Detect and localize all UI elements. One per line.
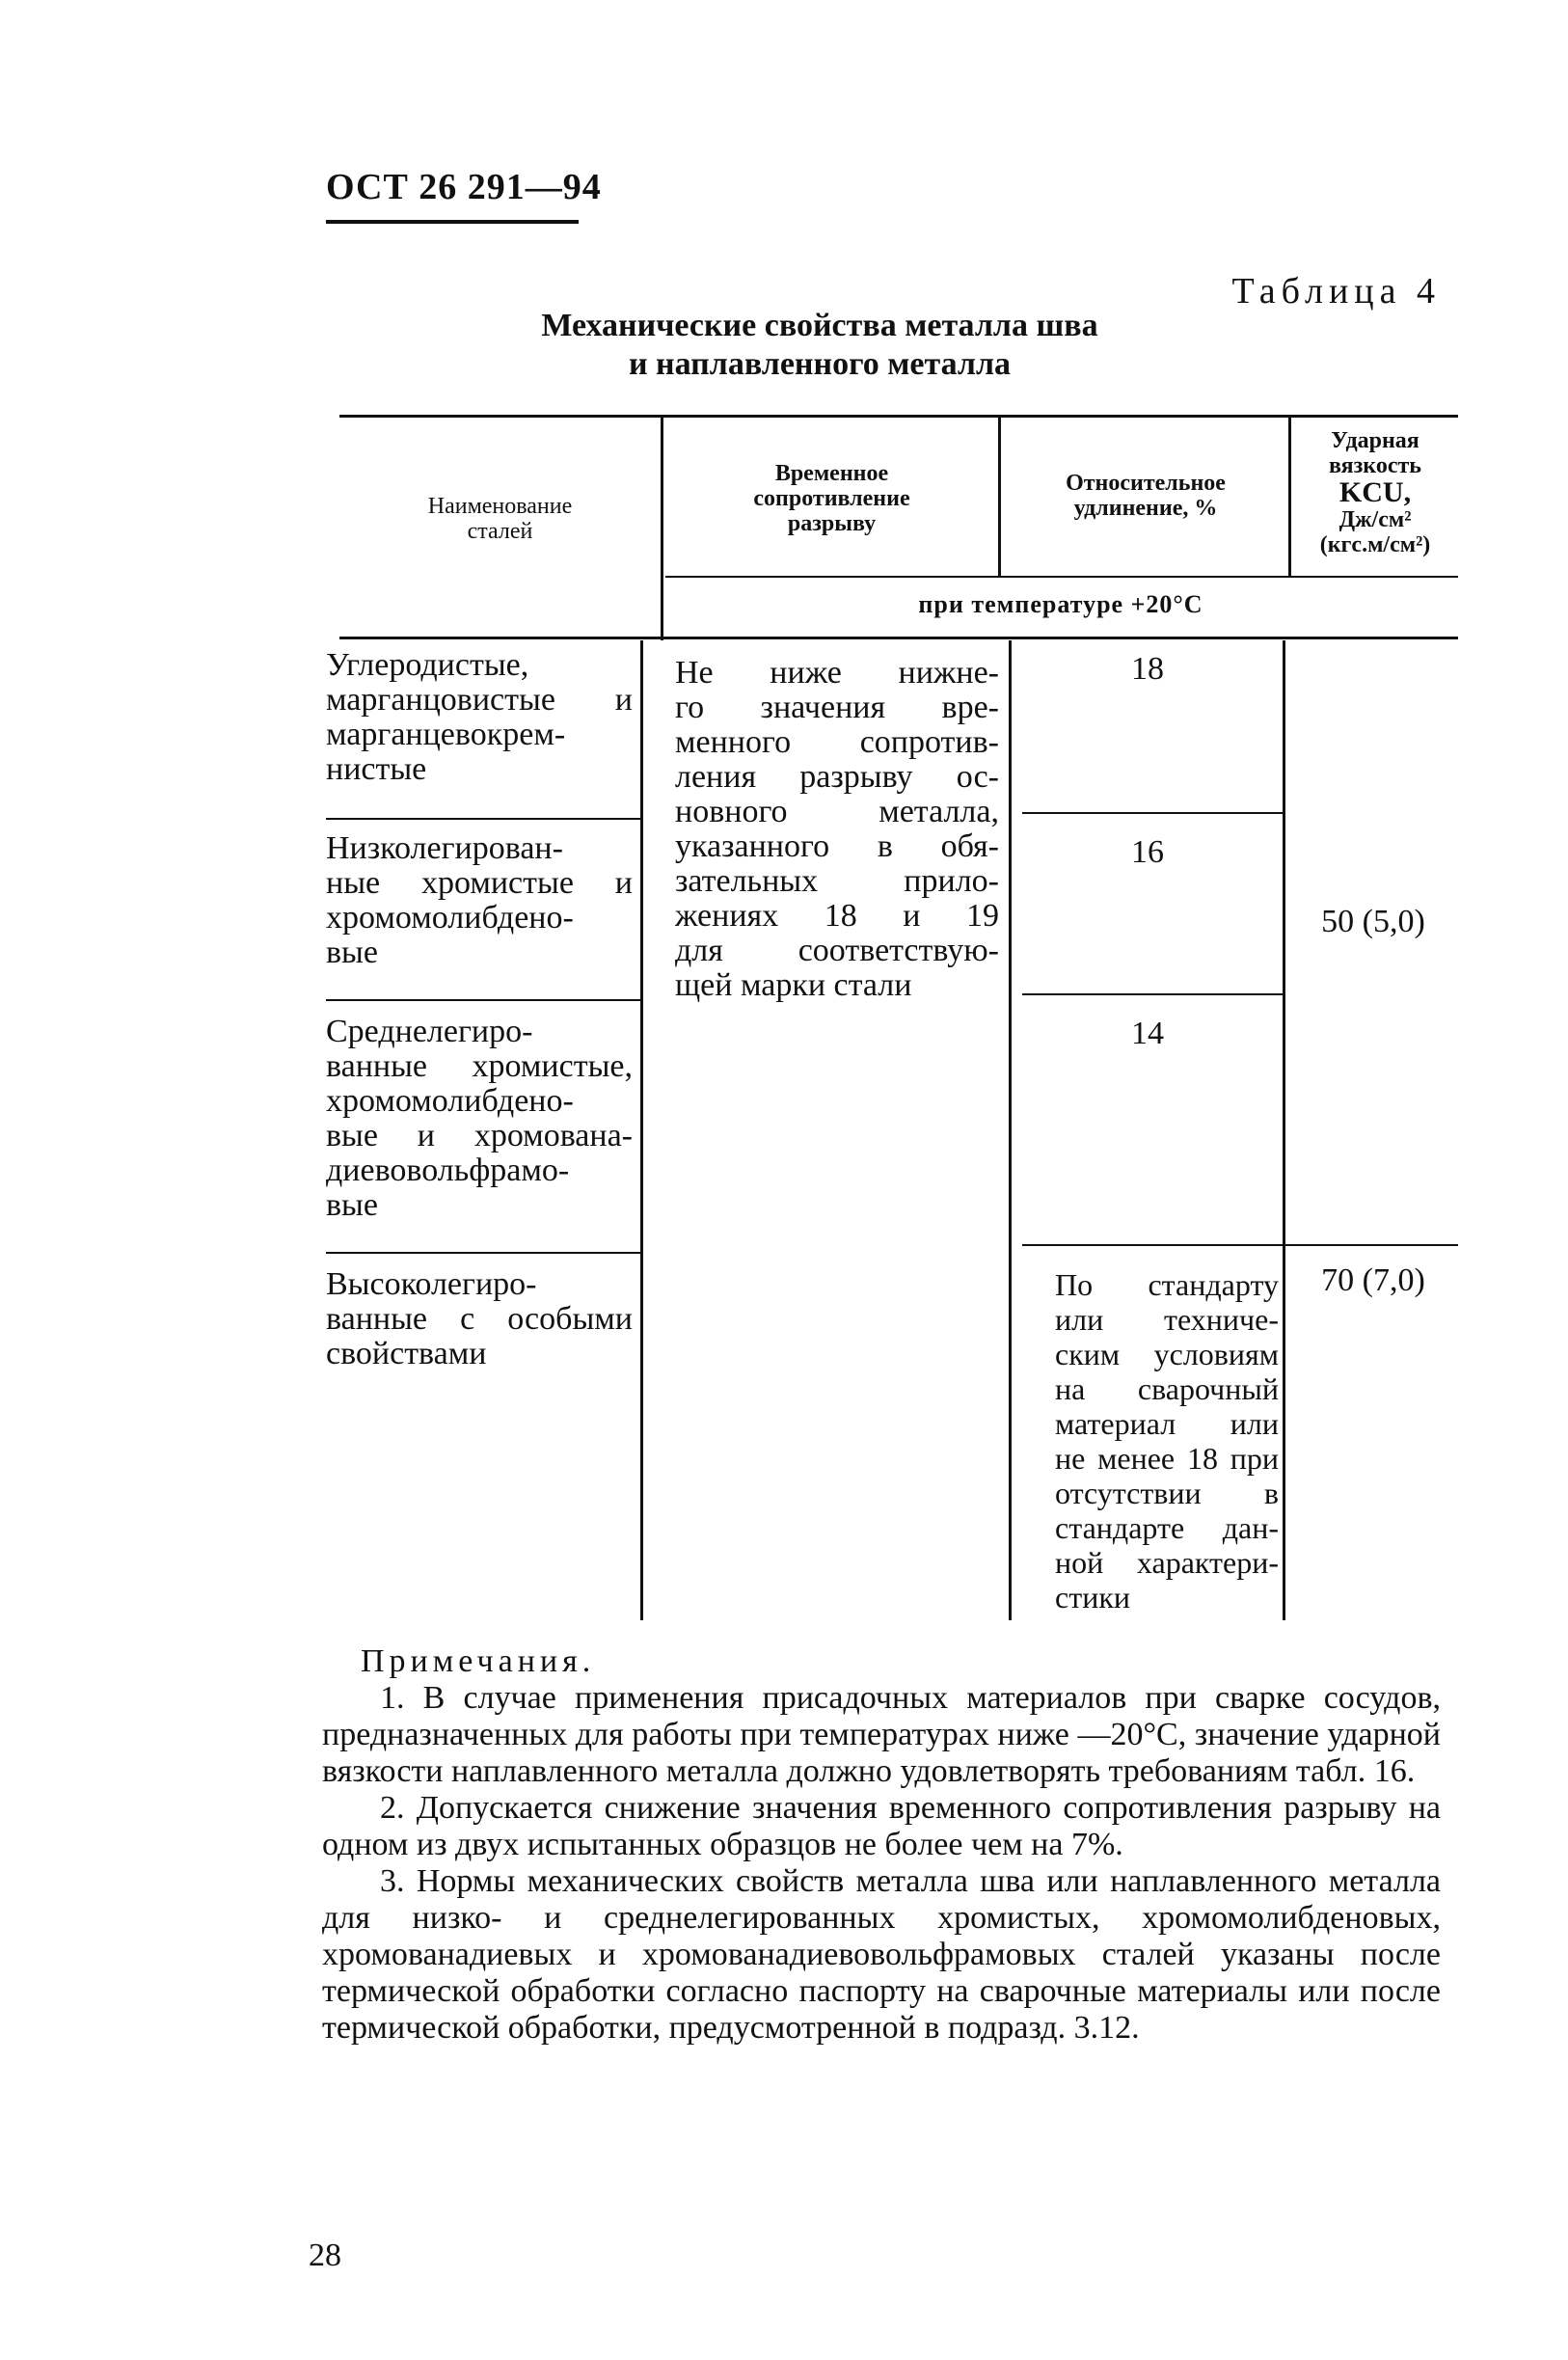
body-divider-1: [640, 640, 643, 1620]
steel-name-cell-4: [326, 1267, 633, 1371]
elongation-cell-2: 16: [1131, 834, 1164, 870]
steel-name-line: Низколегирован-: [326, 830, 563, 866]
elongation-line: материал или: [1055, 1406, 1279, 1441]
notes-title: Примечания.: [361, 1643, 596, 1679]
col-header-impact-line: Дж/см²: [1338, 507, 1412, 532]
col-header-elongation-line: удлинение, %: [1073, 496, 1218, 521]
steel-name-line: ные хромистые и: [326, 865, 633, 901]
note-item-2: 2. Допускается снижение значения временного сопротивления разрыву на одном из двух испытанных образцов не более чем на 7%.: [322, 1790, 1441, 1862]
body-divider-3: [1283, 640, 1285, 1620]
col-header-steel-line: сталей: [467, 519, 533, 544]
elongation-line: ским условиям: [1055, 1337, 1279, 1371]
steel-name-line: вые: [326, 935, 378, 970]
col-header-strength: [665, 461, 998, 536]
header-divider-2: [998, 417, 1001, 577]
header-bottom-rule: [339, 637, 1458, 639]
steel-name-line: свойствами: [326, 1336, 487, 1371]
col-header-steel-line: Наименование: [427, 494, 573, 519]
body-divider-2: [1009, 640, 1012, 1620]
row-rule-steel-1: [326, 818, 640, 820]
note-item-3: 3. Нормы механических свойств металла шва или наплавленного металла для низко- и среднелегированных хромистых, хромомолибденовых, хромованадиевых и хромованадиевовольфрамовых сталей указаны после термической обработки согласно паспорту на сварочные материалы или после термической обработки, предусмотренной в подразд. 3.12.: [322, 1863, 1441, 2046]
strength-cell: [675, 656, 999, 1003]
col-header-elongation-line: Относительное: [1066, 471, 1226, 496]
steel-name-cell-2: [326, 831, 633, 970]
steel-name-line: марганцовистые и: [326, 682, 633, 718]
table-label: Таблица 4: [1231, 271, 1441, 312]
col-header-strength-line: сопротивление: [753, 486, 910, 511]
elongation-line: или техниче-: [1055, 1302, 1279, 1337]
col-header-strength-line: Временное: [774, 461, 889, 486]
table-title-line-2: и наплавленного металла: [628, 346, 1012, 382]
strength-line: щей марки стали: [675, 967, 912, 1003]
table-title: [386, 307, 1254, 384]
col-header-impact-line: вязкость: [1329, 453, 1421, 478]
steel-name-line: Среднелегиро-: [326, 1014, 533, 1049]
table-title-line-1: Механические свойства металла шва: [541, 308, 1098, 343]
steel-name-line: хромомолибдено-: [326, 900, 574, 936]
document-code-underline: [326, 220, 579, 224]
impact-cell-merged: 50 (5,0): [1321, 904, 1425, 939]
elongation-line: не менее 18 при: [1055, 1441, 1279, 1476]
elongation-line: По стандарту: [1055, 1267, 1279, 1302]
col-header-impact-line: KCU,: [1338, 476, 1412, 508]
col-header-impact-line: (кгс.м/см²): [1319, 532, 1431, 557]
temperature-note: при температуре +20°С: [918, 590, 1203, 618]
steel-name-line: ванные с особыми: [326, 1301, 633, 1337]
steel-name-line: нистые: [326, 751, 427, 787]
elongation-line: стандарте дан-: [1055, 1510, 1279, 1545]
header-temperature-rule: [665, 576, 1458, 578]
elongation-line: ной характери-: [1055, 1545, 1279, 1580]
document-code: ОСТ 26 291—94: [326, 167, 602, 207]
strength-line: для соответствую-: [675, 933, 999, 968]
strength-line: Не ниже нижне-: [675, 655, 999, 691]
steel-name-line: марганцевокрем-: [326, 717, 566, 752]
strength-line: ления разрыву ос-: [675, 759, 999, 795]
elongation-cell-4: [1055, 1267, 1279, 1614]
strength-line: го значения вре-: [675, 690, 999, 725]
steel-name-line: ванные хромистые,: [326, 1048, 633, 1084]
row-rule-steel-3: [326, 1252, 640, 1254]
elongation-line: на сварочный: [1055, 1371, 1279, 1406]
steel-name-line: Высоколегиро-: [326, 1266, 537, 1302]
col-header-impact: [1292, 428, 1458, 557]
strength-line: менного сопротив-: [675, 724, 999, 760]
elongation-line: отсутствии в: [1055, 1476, 1279, 1510]
steel-name-line: хромомолибдено-: [326, 1083, 574, 1119]
col-header-strength-line: разрыву: [787, 511, 877, 536]
col-header-elongation: [1003, 471, 1288, 521]
row-rule-elong-impact-3: [1022, 1244, 1458, 1246]
steel-name-line: Углеродистые,: [326, 647, 529, 683]
steel-name-line: вые и хромована-: [326, 1118, 633, 1153]
col-header-steel: [339, 494, 661, 544]
strength-line: жениях 18 и 19: [675, 898, 999, 934]
page-number: 28: [309, 2238, 341, 2273]
steel-name-cell-3: [326, 1015, 633, 1223]
strength-line: новного металла,: [675, 794, 999, 829]
row-rule-elong-2: [1022, 993, 1283, 995]
strength-line: зательных прило-: [675, 863, 999, 899]
col-header-impact-line: Ударная: [1331, 428, 1419, 453]
notes-section: [322, 1643, 1441, 2047]
header-divider-1: [661, 417, 663, 640]
note-item-1: 1. В случае применения присадочных материалов при сварке сосудов, предназначенных для работы при температурах ниже —20°С, значение ударной вязкости наплавленного металла должно удовлетворять требованиям табл. 16.: [322, 1680, 1441, 1789]
impact-cell-4: 70 (7,0): [1321, 1262, 1425, 1298]
row-rule-steel-2: [326, 999, 640, 1001]
steel-name-line: диевовольфрамо-: [326, 1153, 570, 1188]
header-divider-3: [1288, 417, 1291, 577]
row-rule-elong-1: [1022, 812, 1283, 814]
elongation-cell-1: 18: [1131, 651, 1164, 687]
elongation-cell-3: 14: [1131, 1016, 1164, 1051]
elongation-line: стики: [1055, 1580, 1130, 1614]
steel-name-line: вые: [326, 1187, 378, 1223]
steel-name-cell-1: [326, 648, 633, 787]
strength-line: указанного в обя-: [675, 828, 999, 864]
